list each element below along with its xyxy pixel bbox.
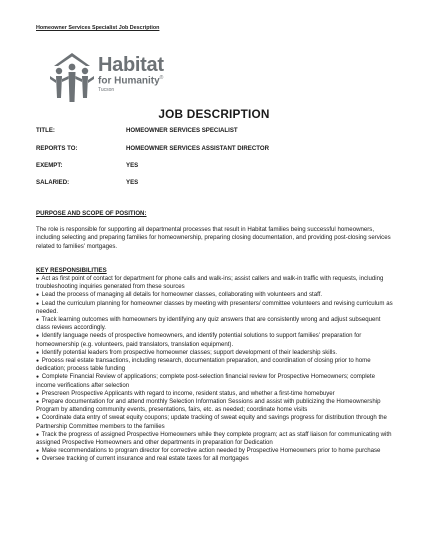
- bullet-icon: ●: [36, 358, 40, 365]
- bullet-icon: ●: [36, 456, 40, 463]
- list-item: [36, 390, 396, 398]
- bullet-icon: ●: [36, 431, 40, 438]
- field-value: YES: [126, 179, 139, 186]
- list-item: [36, 275, 396, 291]
- list-item: [36, 332, 396, 348]
- list-item: [36, 447, 396, 455]
- list-item-text: Prescreen Prospective Applicants with regard to income, resident status, and whether a first-time homebuyer: [41, 389, 335, 397]
- logo-line-2-text: for Humanity: [98, 75, 160, 87]
- list-item: [36, 431, 396, 447]
- list-item-text: Process real estate transactions, including research, documentation preparation, and coordination of closing prior to home dedication; process table funding: [36, 357, 371, 373]
- bullet-icon: ●: [36, 317, 40, 324]
- bullet-icon: ●: [36, 448, 40, 455]
- logo-wordmark: [98, 55, 198, 93]
- list-item-text: Complete Financial Review of applications; complete post-selection financial review for Prospective Homeowners; complete income verifications after selection: [36, 373, 376, 389]
- list-item: [36, 398, 396, 414]
- list-item-text: Lead the process of managing all details for homeowner classes, collaborating with volunteers and staff.: [41, 291, 323, 299]
- habitat-logo: [48, 52, 198, 112]
- purpose-paragraph: The role is responsible for supporting all departmental processes that result in Habitat families being successful homeowners, including selecting and preparing families for homeownership, preparing closing documentation, and providing post-closing services related to families' mortgages.: [36, 226, 391, 250]
- field-value: HOMEOWNER SERVICES SPECIALIST: [126, 127, 238, 134]
- bullet-icon: ●: [36, 276, 40, 282]
- field-label: TITLE:: [36, 127, 55, 134]
- list-item: [36, 291, 396, 299]
- list-item-text: Prepare documentation for and attend monthly Selection Information Sessions and assist with publicizing the Homeownership Program by attending community events, presentations, fairs, etc. as needed; coordinate home visits: [36, 398, 381, 414]
- field-label: REPORTS TO:: [36, 145, 78, 152]
- bullet-icon: ●: [36, 292, 40, 299]
- habitat-people-house-icon: [48, 52, 96, 104]
- document-title: JOB DESCRIPTION: [158, 107, 270, 121]
- list-item-text: Lead the curriculum planning for homeowner classes by meeting with presenters/ committee volunteers and revising curriculum as needed.: [36, 299, 393, 315]
- list-item-text: Oversee tracking of current insurance and real estate taxes for all mortgages: [41, 455, 249, 463]
- field-label: SALARIED:: [36, 179, 70, 186]
- purpose-heading: PURPOSE AND SCOPE OF POSITION:: [36, 210, 147, 217]
- list-item: [36, 316, 396, 332]
- bullet-icon: ●: [36, 390, 40, 397]
- responsibilities-heading: KEY RESPONSIBILITIES: [36, 267, 107, 274]
- list-item: [36, 349, 396, 357]
- logo-line-1: Habitat: [98, 54, 164, 76]
- logo-city: Tucson: [98, 87, 115, 94]
- list-item: [36, 300, 396, 316]
- list-item-text: Identify language needs of prospective homeowners, and identify potential solutions to support families' preparation for homeownership (e.g. volunteers, paid translators, translation equipment).: [36, 332, 362, 348]
- list-item-text: Track the progress of assigned Prospective Homeowners while they complete program; act as staff liaison for communicating with assigned Prospective Homeowners and other departments in preparation for Dedication: [36, 430, 392, 447]
- list-item-text: Act as first point of contact for department for phone calls and walk-ins; assist callers and walk-in traffic with requests, including troubleshooting inquiries generated from these sources: [36, 275, 384, 291]
- list-item-text: Coordinate data entry of sweat equity coupons; update tracking of sweat equity and savings progress for distribution through the Partnership Committee members to the families: [36, 414, 387, 430]
- list-item: [36, 414, 396, 430]
- list-item: [36, 357, 396, 373]
- bullet-icon: ●: [36, 415, 40, 422]
- list-item-text: Identify potential leaders from prospective homeowner classes; support development of their leadership skills.: [41, 348, 338, 356]
- list-item: [36, 455, 396, 463]
- field-value: HOMEOWNER SERVICES ASSISTANT DIRECTOR: [126, 145, 269, 152]
- bullet-icon: ●: [36, 349, 40, 356]
- list-item-text: Make recommendations to program director for corrective action needed by Prospective Homeowners prior to home purchase: [41, 447, 381, 455]
- bullet-icon: ●: [36, 399, 40, 406]
- list-item-text: Track learning outcomes with homeowners by identifying any quiz answers that are consistently wrong and adjust subsequent class reviews accordingly.: [36, 316, 381, 332]
- running-header: Homeowner Services Specialist Job Description: [36, 25, 160, 31]
- registered-mark: ®: [159, 75, 164, 81]
- responsibilities-list: [36, 275, 396, 464]
- field-value: YES: [126, 162, 139, 169]
- bullet-icon: ●: [36, 374, 40, 381]
- logo-line-2: [98, 76, 198, 86]
- bullet-icon: ●: [36, 300, 40, 307]
- list-item: [36, 373, 396, 389]
- bullet-icon: ●: [36, 333, 40, 340]
- field-label: EXEMPT:: [36, 162, 63, 169]
